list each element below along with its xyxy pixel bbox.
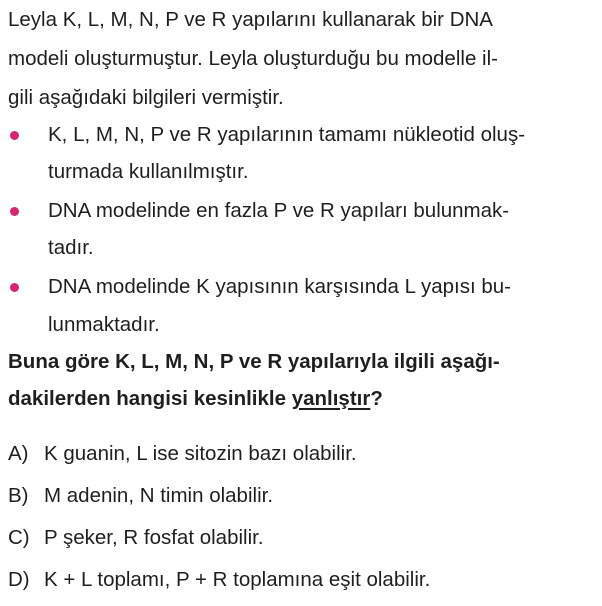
option-b[interactable] bbox=[8, 484, 273, 508]
option-d-letter: D) bbox=[8, 568, 30, 591]
question-line-2 bbox=[8, 387, 383, 411]
question-emphasis-word: yanlıştır bbox=[291, 387, 371, 410]
question-line-2-suffix: ? bbox=[370, 387, 383, 410]
bullet-2-line-1: DNA modelinde en fazla P ve R yapıları bulunmak- bbox=[48, 199, 510, 222]
option-c[interactable] bbox=[8, 526, 264, 550]
option-b-letter: B) bbox=[8, 484, 29, 507]
bullet-icon bbox=[10, 131, 19, 140]
option-a[interactable] bbox=[8, 442, 357, 466]
option-d-text: K + L toplamı, P + R toplamına eşit olabilir. bbox=[44, 568, 431, 591]
bullet-2-line-2: tadır. bbox=[48, 236, 94, 259]
bullet-1-line-1: K, L, M, N, P ve R yapılarının tamamı nükleotid oluş- bbox=[48, 123, 526, 146]
intro-line-3: gili aşağıdaki bilgileri vermiştir. bbox=[8, 86, 284, 109]
option-d[interactable] bbox=[8, 568, 430, 592]
option-c-letter: C) bbox=[8, 526, 30, 549]
intro-line-2: modeli oluşturmuştur. Leyla oluşturduğu bu modelle il- bbox=[8, 47, 498, 70]
intro-line-1: Leyla K, L, M, N, P ve R yapılarını kullanarak bir DNA bbox=[8, 8, 493, 31]
bullet-icon bbox=[10, 283, 19, 292]
question-line-2-prefix: dakilerden hangisi kesinlikle bbox=[8, 387, 292, 410]
question-line-1: Buna göre K, L, M, N, P ve R yapılarıyla ilgili aşağı- bbox=[8, 350, 500, 373]
bullet-3-line-1: DNA modelinde K yapısının karşısında L yapısı bu- bbox=[48, 275, 512, 298]
option-b-text: M adenin, N timin olabilir. bbox=[44, 484, 274, 507]
bullet-3-line-2: lunmaktadır. bbox=[48, 313, 160, 336]
bullet-1-line-2: turmada kullanılmıştır. bbox=[48, 160, 249, 183]
option-a-text: K guanin, L ise sitozin bazı olabilir. bbox=[44, 442, 357, 465]
bullet-icon bbox=[10, 207, 19, 216]
option-c-text: P şeker, R fosfat olabilir. bbox=[44, 526, 264, 549]
option-a-letter: A) bbox=[8, 442, 29, 465]
